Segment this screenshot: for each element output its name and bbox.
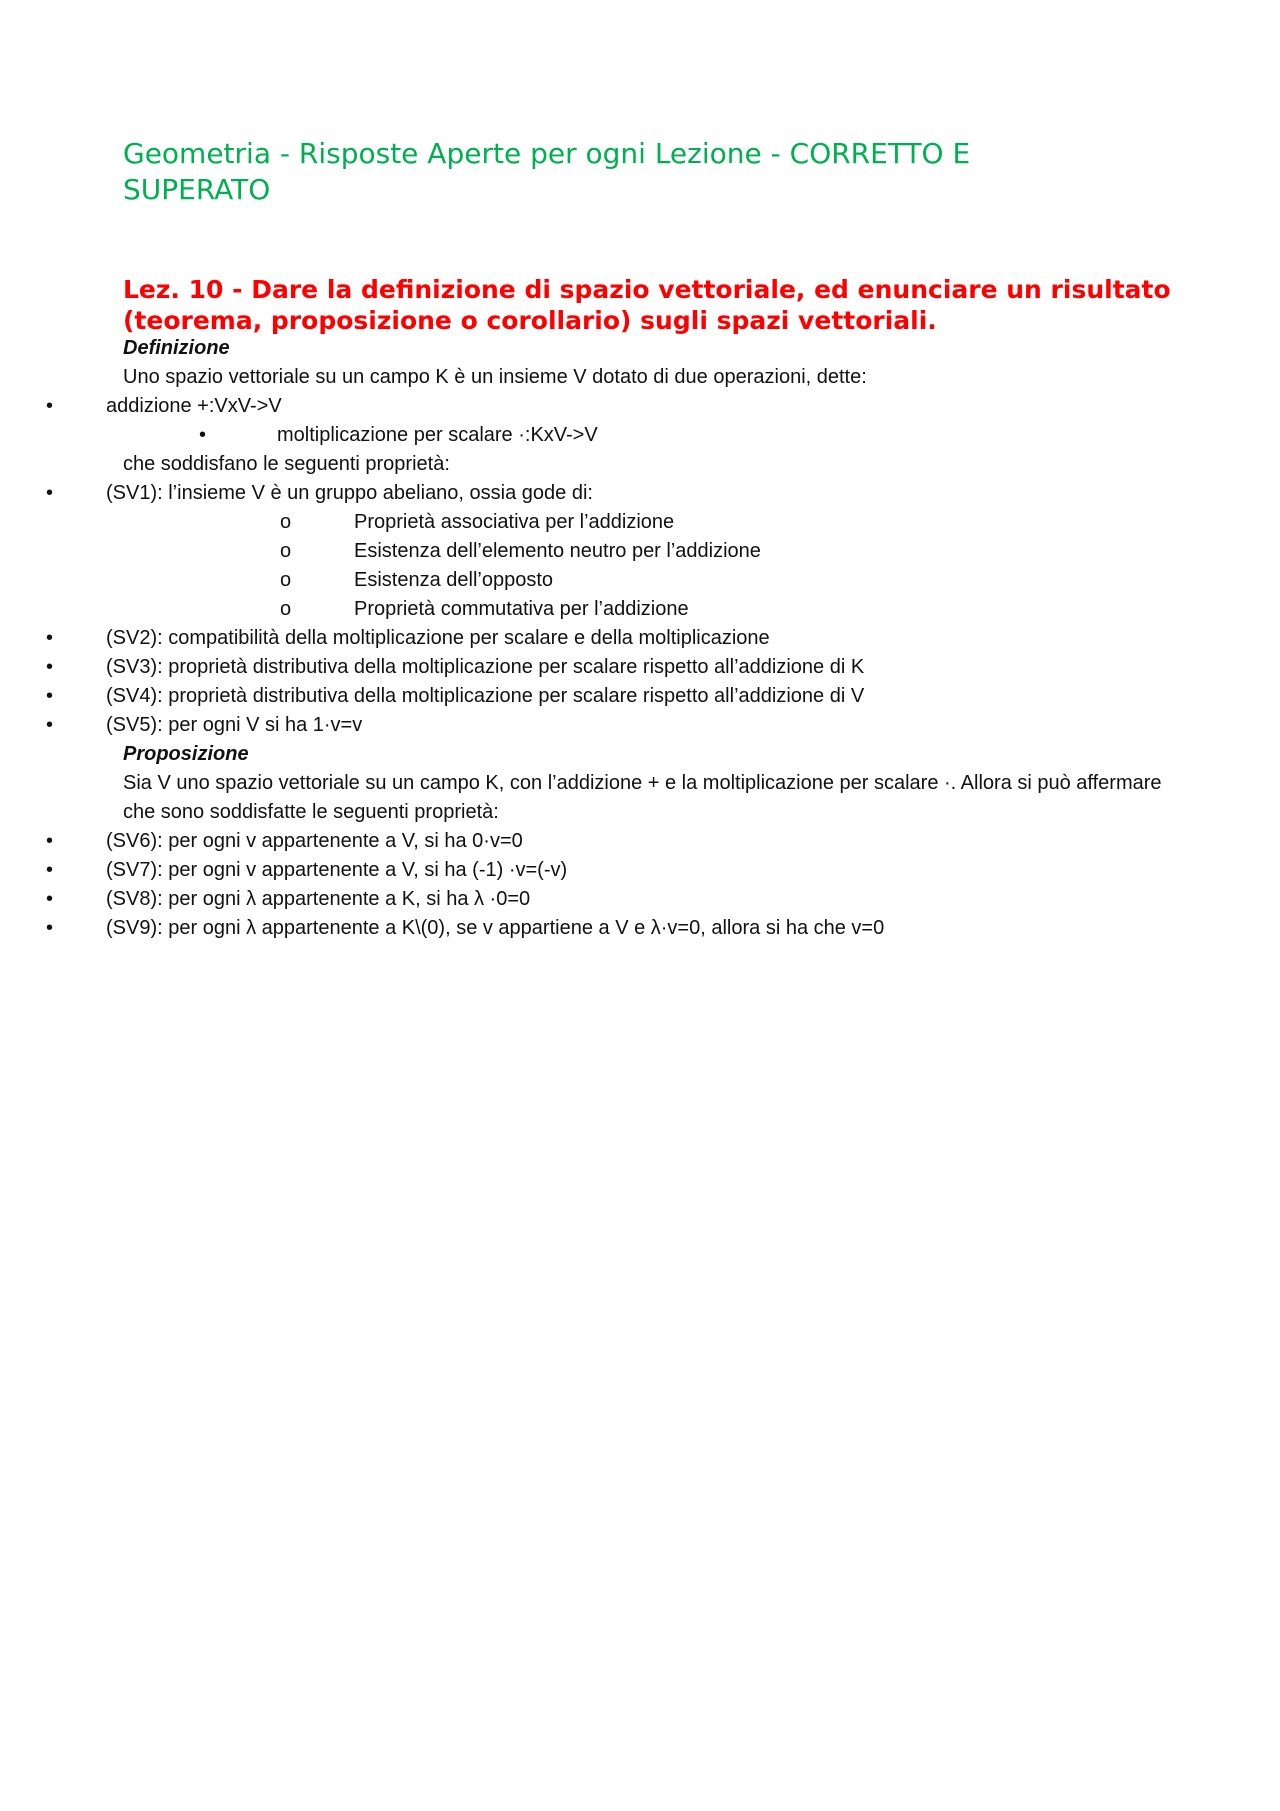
list-item [0,682,1280,711]
circle-bullet-icon: o [280,569,292,591]
bullet-icon: • [46,685,54,707]
sv1-sub-item: Esistenza dell’elemento neutro per l’addizione [354,540,761,562]
sub-list-item [0,595,1280,624]
definition-intro: Uno spazio vettoriale su un campo K è un insieme V dotato di due operazioni, dette: [123,366,867,388]
property-sv9: (SV9): per ogni λ appartenente a K\(0), se v appartiene a V e λ·v=0, allora si ha che v=0 [106,917,885,939]
bullet-icon: • [46,395,54,417]
document-body [0,334,1280,943]
property-sv1: (SV1): l’insieme V è un gruppo abeliano, ossia gode di: [106,482,593,504]
operation-scalar-multiplication: moltiplicazione per scalare ·:KxV->V [277,424,598,446]
list-item [0,624,1280,653]
property-sv4: (SV4): proprietà distributiva della moltiplicazione per scalare rispetto all’addizione di V [106,685,865,707]
list-item [0,479,1280,508]
sv1-sub-item: Proprietà associativa per l’addizione [354,511,675,533]
proposition-text: Sia V uno spazio vettoriale su un campo K, con l’addizione + e la moltiplicazione per scalare ·. Allora si può affermare che sono soddisfatte le seguenti proprietà: [123,772,1162,823]
circle-bullet-icon: o [280,598,292,620]
sub-list-item [0,508,1280,537]
property-sv6: (SV6): per ogni v appartenente a V, si ha 0·v=0 [106,830,523,852]
bullet-icon: • [46,859,54,881]
definition-label: Definizione [123,337,230,359]
circle-bullet-icon: o [280,511,292,533]
property-sv5: (SV5): per ogni V si ha 1·v=v [106,714,363,736]
sv1-sub-item: Proprietà commutativa per l’addizione [354,598,689,620]
bullet-icon: • [46,830,54,852]
operation-addition: addizione +:VxV->V [106,395,282,417]
lesson-heading: Lez. 10 - Dare la definizione di spazio vettoriale, ed enunciare un risultato (teorema, proposizione o corollario) sugli spazi vettoriali. [123,275,1171,335]
proposition-label: Proposizione [123,743,249,765]
properties-intro: che soddisfano le seguenti proprietà: [123,453,450,475]
bullet-icon: • [46,888,54,910]
list-item [0,653,1280,682]
sv1-sub-item: Esistenza dell’opposto [354,569,554,591]
property-sv3: (SV3): proprietà distributiva della moltiplicazione per scalare rispetto all’addizione di K [106,656,865,678]
sub-list-item [0,566,1280,595]
circle-bullet-icon: o [280,540,292,562]
bullet-icon: • [46,917,54,939]
list-item [0,885,1280,914]
bullet-icon: • [199,424,207,446]
bullet-icon: • [46,714,54,736]
sub-list-item [0,537,1280,566]
document-title: Geometria - Risposte Aperte per ogni Lezione - CORRETTO E SUPERATO [123,137,971,206]
bullet-icon: • [46,656,54,678]
list-item [0,421,1280,450]
property-sv8: (SV8): per ogni λ appartenente a K, si ha λ ·0=0 [106,888,531,910]
property-sv2: (SV2): compatibilità della moltiplicazione per scalare e della moltiplicazione [106,627,770,649]
list-item [0,914,1280,943]
list-item [0,827,1280,856]
list-item [0,711,1280,740]
bullet-icon: • [46,627,54,649]
list-item [0,392,1280,421]
list-item [0,856,1280,885]
property-sv7: (SV7): per ogni v appartenente a V, si ha (-1) ·v=(-v) [106,859,568,881]
bullet-icon: • [46,482,54,504]
